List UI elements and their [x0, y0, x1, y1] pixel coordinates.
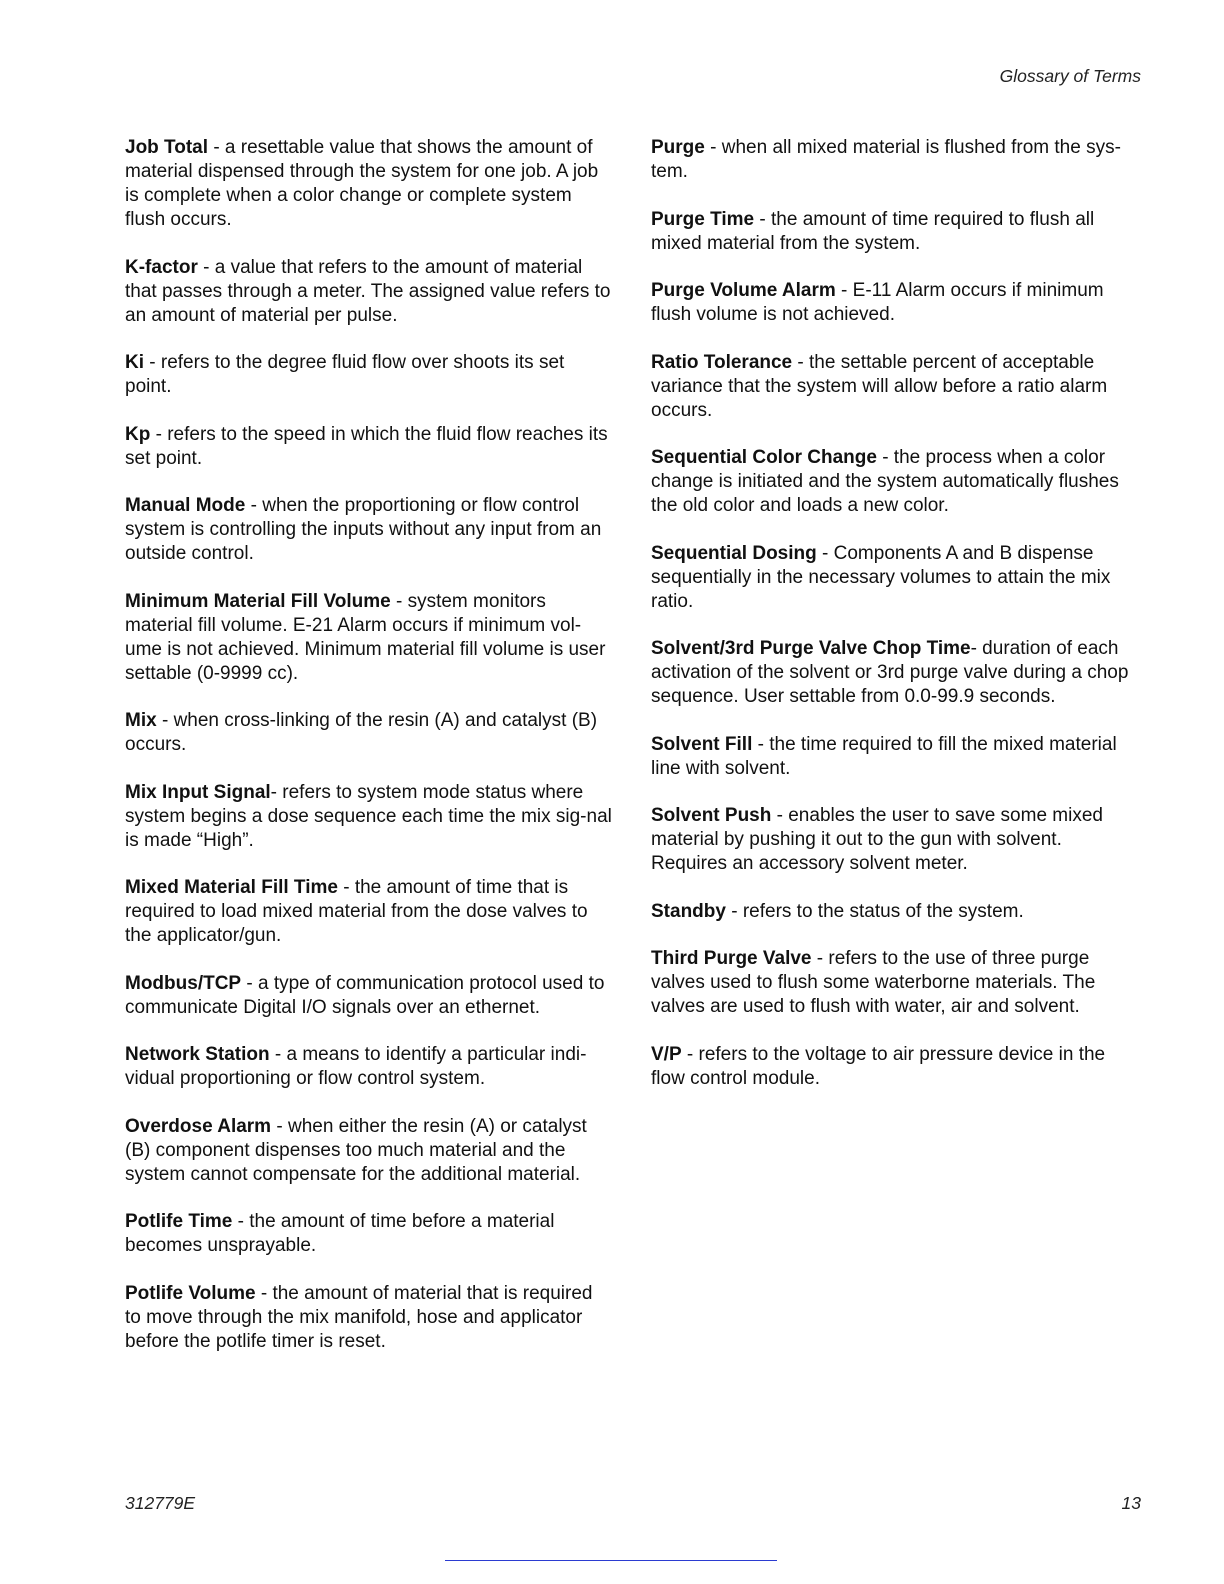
glossary-term: Solvent Push: [651, 805, 772, 826]
glossary-entry: [125, 136, 613, 232]
glossary-term: Third Purge Valve: [651, 948, 812, 969]
glossary-entry: [651, 804, 1139, 876]
glossary-term: Network Station: [125, 1044, 270, 1065]
glossary-entry: [651, 446, 1139, 518]
glossary-term: Purge Time: [651, 208, 755, 230]
glossary-term: Ratio Tolerance: [651, 351, 793, 373]
glossary-definition: - the amount of time before a material becomes unsprayable.: [125, 1211, 555, 1256]
glossary-entry: [125, 351, 613, 399]
glossary-term: V/P: [651, 1043, 682, 1065]
glossary-term: Job Total: [125, 137, 209, 158]
glossary-term: Potlife Time: [125, 1211, 233, 1232]
bottom-link-rule: [445, 1560, 777, 1561]
glossary-definition: - when either the resin (A) or catalyst (B) component dispenses too much material and the system cannot compensate for the additional material.: [125, 1115, 587, 1185]
glossary-term: Ki: [125, 352, 144, 373]
glossary-term: Sequential Dosing: [651, 542, 817, 564]
glossary-term: K-factor: [125, 256, 198, 278]
glossary-term: Potlife Volume: [125, 1282, 256, 1304]
glossary-entry: [651, 1043, 1139, 1091]
glossary-entry: [125, 256, 613, 328]
glossary-entry: [651, 279, 1139, 327]
glossary-definition: - refers to the degree fluid flow over shoots its set point.: [125, 352, 565, 397]
glossary-definition: - the process when a color change is initiated and the system automatically flushes the old color and loads a new color.: [651, 447, 1119, 516]
glossary-entry: [125, 1043, 613, 1091]
glossary-entry: [125, 876, 613, 948]
glossary-entry: [651, 351, 1139, 423]
glossary-entry: [125, 781, 613, 853]
glossary-term: Purge: [651, 137, 705, 158]
glossary-definition: - system monitors material fill volume. E-21 Alarm occurs if minimum vol-ume is not achieved. Minimum material fill volume is user settable (0-9999 cc).: [125, 590, 606, 684]
glossary-term: Sequential Color Change: [651, 447, 877, 468]
glossary-term: Mix: [125, 710, 157, 731]
glossary-definition: - enables the user to save some mixed material by pushing it out to the gun with solvent. Requires an accessory solvent meter.: [651, 805, 1103, 874]
glossary-definition: - Components A and B dispense sequentially in the necessary volumes to attain the mix ratio.: [651, 542, 1111, 612]
glossary-term: Solvent Fill: [651, 733, 753, 755]
glossary-term: Kp: [125, 423, 151, 445]
glossary-definition: - E-11 Alarm occurs if minimum flush volume is not achieved.: [651, 280, 1104, 325]
glossary-entry: [651, 208, 1139, 256]
glossary-entry: [125, 1210, 613, 1258]
glossary-entry: [125, 709, 613, 757]
glossary-entry: [125, 1282, 613, 1354]
glossary-definition: - a type of communication protocol used to communicate Digital I/O signals over an ethernet.: [125, 972, 605, 1018]
glossary-definition: - the amount of time that is required to load mixed material from the dose valves to the applicator/gun.: [125, 877, 588, 946]
glossary-term: Solvent/3rd Purge Valve Chop Time: [651, 638, 971, 659]
glossary-entry: [651, 542, 1139, 614]
glossary-definition: - when cross-linking of the resin (A) and catalyst (B) occurs.: [125, 710, 598, 755]
glossary-term: Standby: [651, 900, 726, 922]
glossary-definition: - a value that refers to the amount of material that passes through a meter. The assigned value refers to an amount of material per pulse.: [125, 256, 611, 326]
running-header-title: Glossary of Terms: [999, 66, 1141, 86]
glossary-entry: [125, 972, 613, 1020]
glossary-term: Mix Input Signal: [125, 781, 271, 803]
glossary-entry: [651, 947, 1139, 1019]
footer-page-number: 13: [1121, 1493, 1141, 1513]
glossary-definition: - when the proportioning or flow control system is controlling the inputs without any input from an outside control.: [125, 495, 602, 564]
glossary-definition: - refers to the status of the system.: [725, 900, 1024, 922]
glossary-definition: - the amount of material that is required to move through the mix manifold, hose and applicator before the potlife timer is reset.: [125, 1282, 593, 1352]
glossary-term: Modbus/TCP: [125, 972, 242, 994]
glossary-term: Mixed Material Fill Time: [125, 877, 338, 898]
glossary-term: Overdose Alarm: [125, 1115, 272, 1137]
glossary-definition: - refers to system mode status where system begins a dose sequence each time the mix sig-nal is made “High”.: [125, 781, 612, 851]
glossary-definition: - a resettable value that shows the amount of material dispensed through the system for one job. A job is complete when a color change or complete system flush occurs.: [125, 137, 599, 230]
glossary-entry: [125, 423, 613, 471]
glossary-entry: [651, 637, 1139, 709]
glossary-term: Manual Mode: [125, 495, 246, 516]
glossary-definition: - refers to the use of three purge valves used to flush some waterborne materials. The valves are used to flush with water, air and solvent.: [651, 948, 1096, 1017]
glossary-definition: - refers to the voltage to air pressure device in the flow control module.: [651, 1043, 1106, 1089]
glossary-definition: - the amount of time required to flush all mixed material from the system.: [651, 208, 1095, 254]
glossary-column-right: [651, 136, 1139, 1114]
glossary-entry: [125, 1115, 613, 1187]
glossary-entry: [125, 494, 613, 566]
glossary-definition: - when all mixed material is flushed from the sys-tem.: [651, 137, 1121, 182]
glossary-entry: [651, 900, 1139, 924]
glossary-definition: - refers to the speed in which the fluid flow reaches its set point.: [125, 423, 608, 469]
glossary-entry: [125, 590, 613, 686]
glossary-entry: [651, 136, 1139, 184]
glossary-definition: - the time required to fill the mixed material line with solvent.: [651, 733, 1117, 779]
glossary-definition: - duration of each activation of the solvent or 3rd purge valve during a chop sequence. User settable from 0.0-99.9 seconds.: [651, 638, 1129, 707]
glossary-term: Purge Volume Alarm: [651, 280, 836, 301]
glossary-definition: - the settable percent of acceptable variance that the system will allow before a ratio alarm occurs.: [651, 351, 1108, 421]
glossary-entry: [651, 733, 1139, 781]
glossary-column-left: [125, 136, 613, 1377]
glossary-term: Minimum Material Fill Volume: [125, 590, 391, 612]
footer-document-code: 312779E: [125, 1493, 196, 1513]
glossary-definition: - a means to identify a particular indi-vidual proportioning or flow control system.: [125, 1044, 587, 1089]
